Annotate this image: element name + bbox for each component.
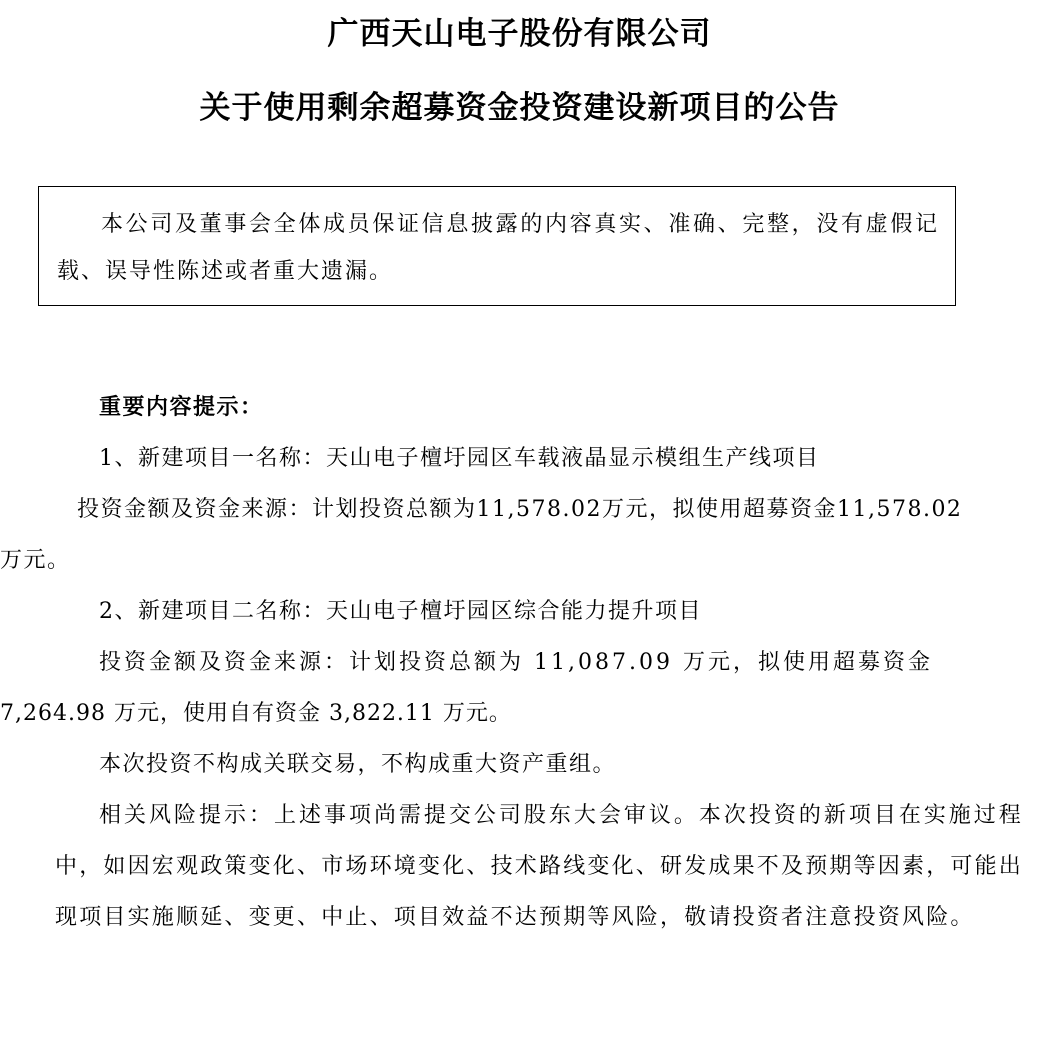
project-2-funding-line-1: 投资金额及资金来源：计划投资总额为 11,087.09 万元，拟使用超募资金 bbox=[99, 650, 933, 675]
disclaimer-box bbox=[38, 186, 956, 306]
project-2-funding-cont: 7,264.98 万元，使用自有资金 3,822.11 万元。 bbox=[0, 701, 512, 726]
announcement-body bbox=[0, 382, 1024, 943]
project-2-name: 2、新建项目二名称：天山电子檀圩园区综合能力提升项目 bbox=[99, 599, 702, 624]
important-notice-heading: 重要内容提示： bbox=[99, 395, 264, 420]
project-2-funding bbox=[55, 637, 1023, 688]
project-1-funding-tail: 万元。 bbox=[0, 548, 71, 573]
project-1-name: 1、新建项目一名称：天山电子檀圩园区车载液晶显示模组生产线项目 bbox=[99, 446, 820, 471]
disclaimer-text: 本公司及董事会全体成员保证信息披露的内容真实、准确、完整，没有虚假记载、误导性陈述或者重大遗漏。 bbox=[57, 212, 939, 284]
announcement-title: 关于使用剩余超募资金投资建设新项目的公告 bbox=[199, 90, 840, 126]
company-name: 广西天山电子股份有限公司 bbox=[327, 16, 712, 52]
related-party-statement: 本次投资不构成关联交易，不构成重大资产重组。 bbox=[99, 752, 617, 777]
project-1-funding: 投资金额及资金来源：计划投资总额为11,578.02万元，拟使用超募资金11,578.02 bbox=[77, 497, 963, 522]
risk-notice: 相关风险提示：上述事项尚需提交公司股东大会审议。本次投资的新项目在实施过程中，如因宏观政策变化、市场环境变化、技术路线变化、研发成果不及预期等因素，可能出现项目实施顺延、变更、中止、项目效益不达预期等风险，敬请投资者注意投资风险。 bbox=[55, 803, 1024, 930]
